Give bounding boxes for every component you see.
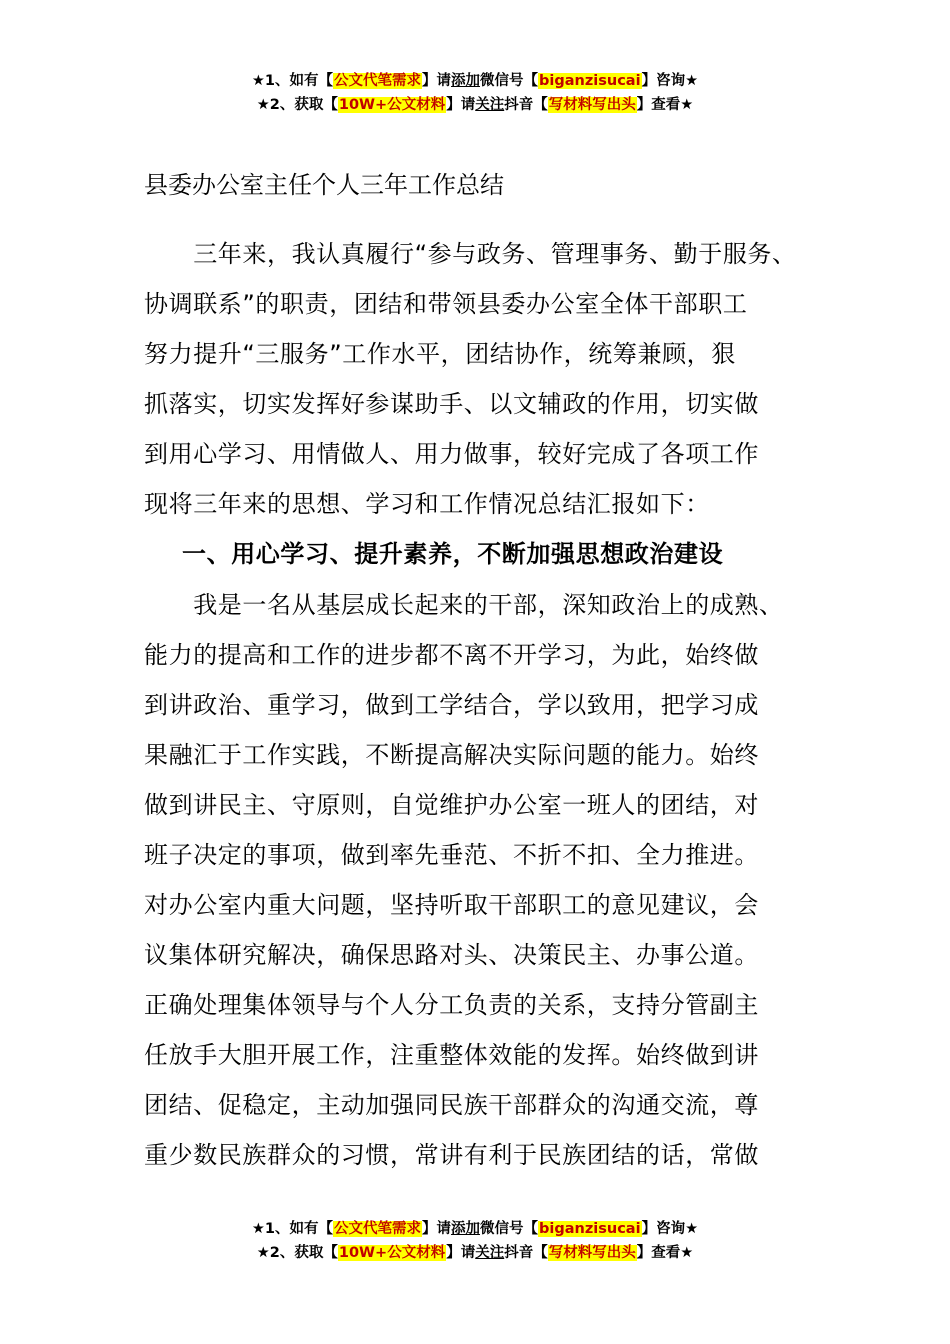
document-title: 县委办公室主任个人三年工作总结 [144,171,504,199]
banner-text: 】查看★ [636,97,694,113]
paragraph-2-line: 任放手大胆开展工作，注重整体效能的发挥。始终做到讲 [144,1041,759,1069]
highlight-service: 公文代笔需求 [334,73,422,89]
paragraph-2-line: 我是一名从基层成长起来的干部，深知政治上的成熟、 [144,591,784,619]
banner-text: ★1、如有【 [251,1221,334,1237]
highlight-service: 公文代笔需求 [334,1221,422,1237]
paragraph-1-line: 到用心学习、用情做人、用力做事，较好完成了各项工作 [144,440,759,468]
section-heading-1: 一、用心学习、提升素养，不断加强思想政治建设 [182,540,724,568]
highlight-wechat-id: biganzisucai [539,1221,641,1237]
bottom-ad-banner [0,1217,950,1265]
banner-text: ★2、获取【 [256,97,338,113]
paragraph-2-line: 正确处理集体领导与个人分工负责的关系，支持分管副主 [144,991,759,1019]
banner-text: 微信号【 [480,73,539,89]
paragraph-1-line: 三年来，我认真履行“参与政务、管理事务、勤于服务、 [144,240,797,268]
banner-text: 】请 [446,97,476,113]
banner-text-underlined: 添加 [451,73,481,89]
highlight-douyin: 写材料写出头 [548,1245,636,1261]
paragraph-1-line: 协调联系”的职责，团结和带领县委办公室全体干部职工 [144,290,748,318]
paragraph-2-line: 议集体研究解决，确保思路对头、决策民主、办事公道。 [144,941,759,969]
paragraph-2-line: 能力的提高和工作的进步都不离不开学习，为此，始终做 [144,641,759,669]
paragraph-2-line: 团结、促稳定，主动加强同民族干部群众的沟通交流，尊 [144,1091,759,1119]
banner-text: 】请 [446,1245,476,1261]
banner-text: ★1、如有【 [251,73,334,89]
banner-text-underlined: 关注 [475,1245,505,1261]
paragraph-2-line: 对办公室内重大问题，坚持听取干部职工的意见建议，会 [144,891,759,919]
highlight-materials: 10W+公文材料 [338,97,446,113]
paragraph-1-line: 现将三年来的思想、学习和工作情况总结汇报如下： [144,490,710,518]
banner-text: 】咨询★ [641,73,699,89]
banner-line-2 [0,93,950,117]
paragraph-2-line: 重少数民族群众的习惯，常讲有利于民族团结的话，常做 [144,1141,759,1169]
banner-text-underlined: 添加 [451,1221,481,1237]
banner-line-2 [0,1241,950,1265]
banner-text: 微信号【 [480,1221,539,1237]
paragraph-2-line: 班子决定的事项，做到率先垂范、不折不扣、全力推进。 [144,841,759,869]
paragraph-2-line: 到讲政治、重学习，做到工学结合，学以致用，把学习成 [144,691,759,719]
highlight-wechat-id: biganzisucai [539,73,641,89]
banner-line-1 [0,69,950,93]
banner-text: 】请 [422,73,452,89]
banner-text: 抖音【 [504,97,548,113]
banner-text: 】查看★ [636,1245,694,1261]
top-ad-banner [0,69,950,117]
banner-text: 】请 [422,1221,452,1237]
banner-line-1 [0,1217,950,1241]
paragraph-1-line: 抓落实，切实发挥好参谋助手、以文辅政的作用，切实做 [144,390,759,418]
paragraph-2-line: 做到讲民主、守原则，自觉维护办公室一班人的团结，对 [144,791,759,819]
banner-text: ★2、获取【 [256,1245,338,1261]
highlight-douyin: 写材料写出头 [548,97,636,113]
banner-text-underlined: 关注 [475,97,505,113]
paragraph-1-line: 努力提升“三服务”工作水平，团结协作，统筹兼顾，狠 [144,340,736,368]
paragraph-2-line: 果融汇于工作实践，不断提高解决实际问题的能力。始终 [144,741,759,769]
banner-text: 抖音【 [504,1245,548,1261]
highlight-materials: 10W+公文材料 [338,1245,446,1261]
banner-text: 】咨询★ [641,1221,699,1237]
